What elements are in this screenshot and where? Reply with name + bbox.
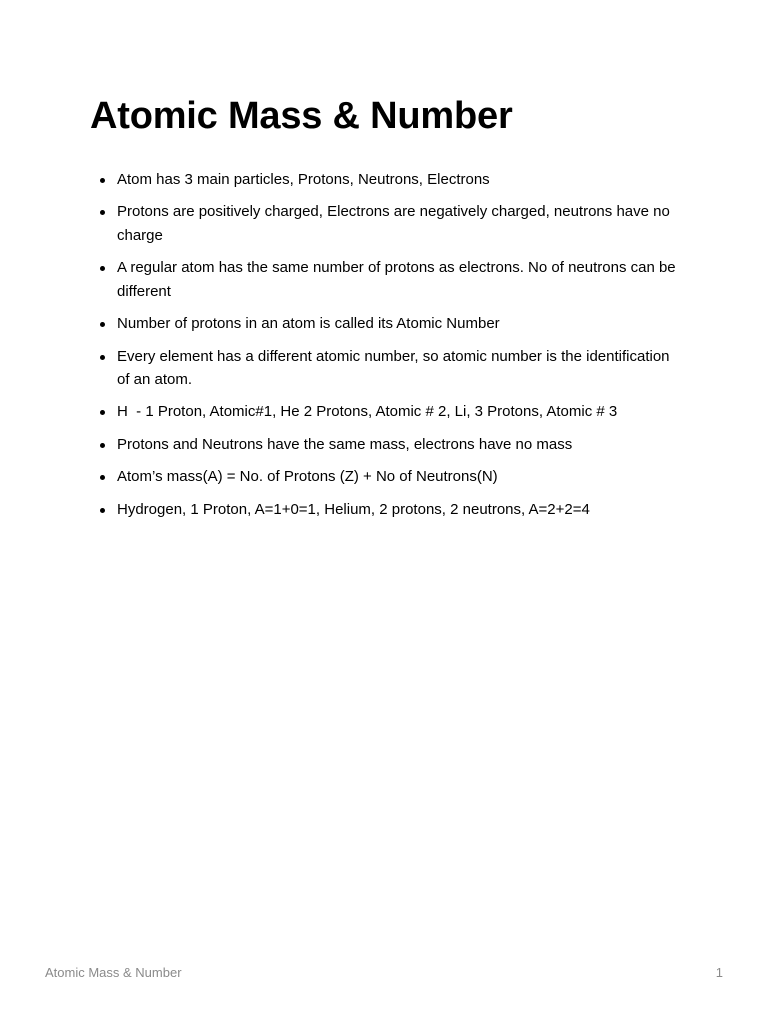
list-item-text: Every element has a different atomic number, so atomic number is the identification of an atom. <box>117 347 670 389</box>
bullet-icon <box>100 410 105 415</box>
footer-title: Atomic Mass & Number <box>45 965 182 980</box>
list-item <box>117 256 683 303</box>
list-item <box>117 312 683 336</box>
bullet-list <box>117 168 683 530</box>
list-item <box>117 400 683 424</box>
bullet-icon <box>100 443 105 448</box>
page-number: 1 <box>715 965 723 980</box>
bullet-icon <box>100 508 105 513</box>
bullet-icon <box>100 355 105 360</box>
bullet-icon <box>100 322 105 327</box>
list-item-text: Hydrogen, 1 Proton, A=1+0=1, Helium, 2 protons, 2 neutrons, A=2+2=4 <box>117 500 590 518</box>
list-item-text: H - 1 Proton, Atomic#1, He 2 Protons, Atomic # 2, Li, 3 Protons, Atomic # 3 <box>117 403 618 421</box>
page-title: Atomic Mass & Number <box>90 95 513 137</box>
bullet-icon <box>100 210 105 215</box>
bullet-icon <box>100 475 105 480</box>
bullet-icon <box>100 178 105 183</box>
list-item <box>117 168 683 192</box>
list-item <box>117 433 683 457</box>
list-item-text: A regular atom has the same number of protons as electrons. No of neutrons can be different <box>117 259 676 300</box>
list-item-text: Protons and Neutrons have the same mass, electrons have no mass <box>117 435 573 453</box>
list-item-text: Atom has 3 main particles, Protons, Neutrons, Electrons <box>117 171 490 188</box>
bullet-icon <box>100 266 105 271</box>
list-item <box>117 498 683 522</box>
list-item-text: Atom’s mass(A) = No. of Protons (Z) + No of Neutrons(N) <box>117 468 498 486</box>
list-item-text: Protons are positively charged, Electrons are negatively charged, neutrons have no charge <box>117 203 670 244</box>
list-item <box>117 200 683 247</box>
list-item <box>117 345 683 392</box>
list-item <box>117 465 683 489</box>
list-item-text: Number of protons in an atom is called its Atomic Number <box>117 315 500 333</box>
